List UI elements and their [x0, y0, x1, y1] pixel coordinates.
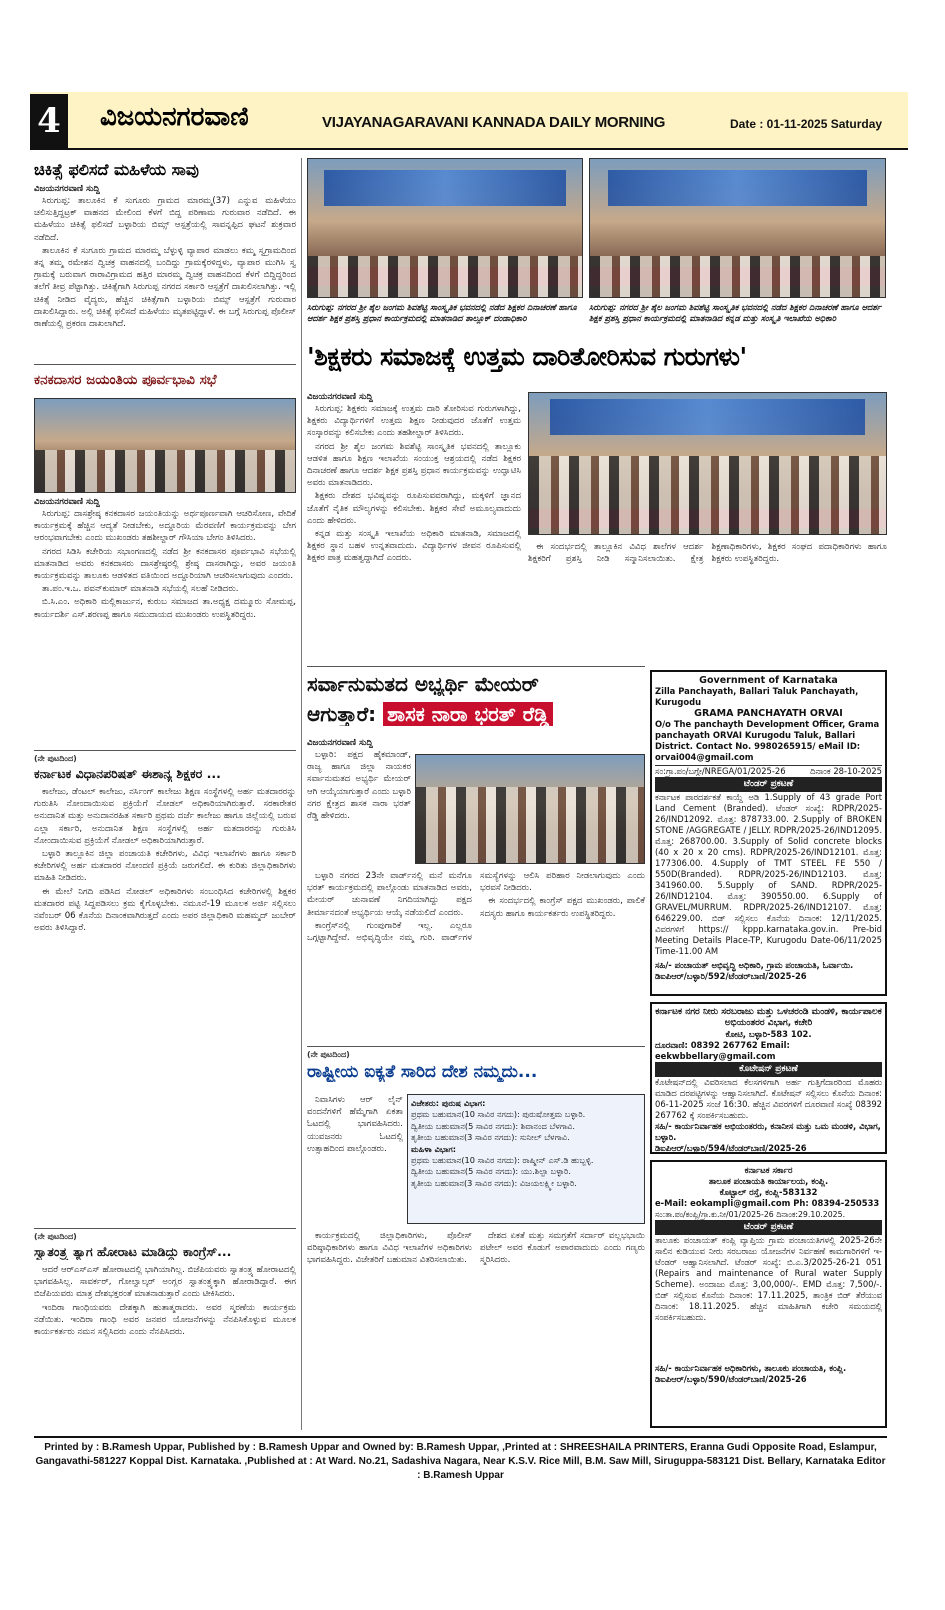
article-death-headline: ಚಿಕಿತ್ಸೆ ಫಲಿಸದೆ ಮಹಿಳೆಯ ಸಾವು — [34, 160, 199, 179]
mayor-story-body-2 — [307, 870, 645, 1040]
notice-place: ಕೋಟಿ, ಬಳ್ಳಾರಿ-583 102. — [725, 1029, 812, 1039]
paragraph: ಕಾರ್ಯಕ್ರಮದಲ್ಲಿ ಜಿಲ್ಲಾಧಿಕಾರಿಗಳು, ಪೊಲೀಸ್ ವರಿಷ್ಠಾಧಿಕಾರಿಗಳು ಹಾಗೂ ವಿವಿಧ ಇಲಾಖೆಗಳ ಅಧಿಕಾರಿಗಳು ಭಾಗವಹಿಸಿದ್ದರು. ವಿಜೇತರಿಗೆ ಬಹುಮಾನ ವಿತರಿಸಲಾಯಿತು. — [307, 1231, 472, 1266]
article-death — [34, 184, 296, 363]
notice-phone: ದೂರವಾಣಿ: 08392 267762 Email: eekwbbellary@gmail.com — [655, 1040, 790, 1061]
results-box — [407, 1094, 645, 1224]
unity-headline: ರಾಷ್ಟ್ರೀಯ ಐಕ್ಯತೆ ಸಾರಿದ ದೇಶ ನಮ್ಮದು... — [307, 1062, 538, 1082]
byline: ವಿಜಯನಗರವಾಣಿ ಸುದ್ದಿ — [34, 184, 100, 194]
article-death-body — [34, 195, 296, 363]
unity-body-1 — [307, 1094, 403, 1224]
article-freedom-body — [34, 1264, 296, 1426]
unity-body-2 — [307, 1230, 645, 1426]
result-line: ತೃತೀಯ ಬಹುಮಾನ(3 ಸಾವಿರ ನಗದು): ಸುನೀಲ್ ಬೆಳಗಾವಿ. — [411, 1132, 570, 1143]
paragraph: ಈ ಸಂದರ್ಭದಲ್ಲಿ ಕಾಂಗ್ರೆಸ್ ಪಕ್ಷದ ಮುಖಂಡರು, ಪಾಲಿಕೆ ಸದಸ್ಯರು ಹಾಗೂ ಕಾರ್ಯಕರ್ತರು ಉಪಸ್ಥಿತರಿದ್ದರು. — [480, 896, 645, 919]
divider — [34, 750, 296, 751]
paragraph: ತಾಲೂಕಿನ ಕೆ ಸುಗೂರು ಗ್ರಾಮದ ಮಾರಮ್ಮ ಬೆಳ್ಳುಳ್ಳಿ ವ್ಯಾಪಾರ ಮಾಡಲು ಕಮ್ಮ ಸ್ವಗ್ರಾಮದಿಂದ ತನ್ನ ತಮ್ಮ ರಮೇಶನ ದ್ವಿಚಕ್ರ ವಾಹನದಲ್ಲಿ ಬಂದಿದ್ದು ಗ್ರಾಮಕ್ಕೆರಳಿದ್ದಳು, ವ್ಯಾಪಾರ ಮುಗಿಸಿ ಸ್ವ ಗ್ರಾಮಕ್ಕೆ ಬರುವಾಗ ರಾರಾವಿಗ್ರಾಮದ ಹತ್ತಿರ ಮಾರಮ್ಮ ದ್ವಿಚಕ್ರ ವಾಹನದಿಂದ ಕೆಳಗೆ ಬಿದ್ದಿದ್ದರಿಂದ ತಲೆಗೆ ತೀವ್ರ ಪೆಟ್ಟಾಗಿತ್ತು. ಚಿಕಿತ್ಸೆಗಾಗಿ ಸಿರುಗುಪ್ಪ ನಗರದ ಸರ್ಕಾರಿ ಆಸ್ಪತ್ರೆಗೆ ದಾಖಲಿಸಲಾಗಿತ್ತು. ಇಲ್ಲಿ ಚಿಕಿತ್ಸೆ ನೀಡಿದ ವೈದ್ಯರು, ಹೆಚ್ಚಿನ ಚಿಕಿತ್ಸೆಗಾಗಿ ಬಳ್ಳಾರಿಯ ಬಿಮ್ಸ್ ಆಸ್ಪತ್ರೆಗೆ ಗುರುವಾರ ದಾಖಲಿಸಿದ್ದಾರು. ಅಲ್ಲಿ ಚಿಕಿತ್ಸೆ ಫಲಿಸದೆ ಮಹಿಳೆಯು ಮೃತಪಟ್ಟಿದ್ದಾಳೆ. ಈ ಬಗ್ಗೆ ಸಿರುಗುಪ್ಪ ಪೊಲೀಸ್ ಠಾಣೆಯಲ್ಲಿ ಪ್ರಕರಣ ದಾಖಲಾಗಿದೆ. — [34, 245, 296, 330]
mayor-headline-1: ಸರ್ವಾನುಮತದ ಅಭ್ಯರ್ಥಿ ಮೇಯರ್ — [307, 672, 539, 696]
mayor-headline-2 — [307, 702, 645, 726]
paragraph: ಕಾಂಗ್ರೆಸ್‌ನಲ್ಲಿ ಗುಂಪುಗಾರಿಕೆ ಇಲ್ಲ. ಎಲ್ಲರೂ ಒಗ್ಗಟ್ಟಾಗಿದ್ದೇವೆ. ಅಭಿವೃದ್ಧಿಯೇ ನಮ್ಮ ಗುರಿ. ವಾರ್ಡ್‌ಗಳ ಸಮಸ್ಯೆಗಳನ್ನು ಆಲಿಸಿ ಪರಿಹಾರ ನೀಡಲಾಗುವುದು ಎಂದು ಭರವಸೆ ನೀಡಿದರು. — [307, 871, 645, 944]
continued-label: (ನೇ ಪುಟದಿಂದ) — [34, 754, 77, 763]
notice-body: ತಾಲೂಕು ಪಂಚಾಯತ್ ಕಂಪ್ಲಿ ವ್ಯಾಪ್ತಿಯ ಗ್ರಾಮ ಪಂಚಾಯತಿಗಳಲ್ಲಿ 2025-26ನೇ ಸಾಲಿನ ಕುಡಿಯುವ ನೀರು ಸರಬರಾಜು ಯೋಜನೆಗಳ ನಿರ್ವಹಣೆ ಕಾಮಗಾರಿಗಳಿಗೆ ಇ-ಟೆಂಡರ್ ಆಹ್ವಾನಿಸಲಾಗಿದೆ. ಟೆಂಡರ್ ಸಂಖ್ಯೆ: ಬಿ.ಎ.3/2025-26-21 051 (Repairs and maintenance of Rural water Supply Scheme). ಅಂದಾಜು ಮೊತ್ತ: 3,00,000/-. EMD ಮೊತ್ತ: 7,500/-. ಬಿಡ್ ಸಲ್ಲಿಸುವ ಕೊನೆಯ ದಿನಾಂಕ: 17.11.2025, ತಾಂತ್ರಿಕ ಬಿಡ್ ತೆರೆಯುವ ದಿನಾಂಕ: 18.11.2025. ಹೆಚ್ಚಿನ ಮಾಹಿತಿಗಾಗಿ ಕಚೇರಿ ಸಮಯದಲ್ಲಿ ಸಂಪರ್ಕಿಸಬಹುದು. — [655, 1235, 882, 1322]
notice-sign: ಸಹಿ/- ಕಾರ್ಯನಿರ್ವಾಹಕ ಅಭಿಯಂತರರು, ಕನಾನೀಸ ಮತ್ತು ಒಮ ಮಂಡಳಿ, ವಿಭಾಗ, ಬಳ್ಳಾರಿ. — [655, 1121, 881, 1142]
article-council-body — [34, 786, 296, 1222]
notice-label: ಕೊಟೇಷನ್ ಪ್ರಕಟಣೆ — [655, 1062, 882, 1077]
paragraph: ಬಿ.ಸಿ.ಎಂ. ಅಧಿಕಾರಿ ಮಲ್ಲಿಕಾರ್ಜುನ, ಕುರುಬ ಸಮಾಜದ ತಾ.ಅಧ್ಯಕ್ಷ ದಮ್ಮೂರು ಸೋಮಪ್ಪ, ಕಾರ್ಯದರ್ಶಿ ಎಸ್.ಶರಣಪ್ಪ ಹಾಗೂ ಸಮುದಾಯದ ಮುಖಂಡರು ಉಪಸ್ಥಿತರಿದ್ದರು. — [34, 597, 296, 620]
masthead-date: Date : 01-11-2025 Saturday — [730, 117, 883, 131]
main-story-body-1 — [307, 403, 521, 651]
continued-label: (ನೇ ಪುಟದಿಂದ) — [307, 1050, 350, 1059]
paragraph: ನಗರದ ಸಿಡಿಸಿ ಕಚೇರಿಯ ಸಭಾಂಗಣದಲ್ಲಿ ನಡೆದ ಶ್ರೀ ಕನಕದಾಸರ ಪೂರ್ವಭಾವಿ ಸಭೆಯಲ್ಲಿ ಮಾತನಾಡಿದ ಅವರು ಕನಕದಾಸರು ದಾಸಶ್ರೇಷ್ಠರಲ್ಲಿ ಶ್ರೇಷ್ಠ ದಾಸರಾಗಿದ್ದು, ಅವರ ಜಯಂತಿ ಕಾರ್ಯಕ್ರಮವನ್ನು ತಾಲೂಕು ಆಡಳಿತದ ವತಿಯಿಂದ ಅದ್ದೂರಿಯಾಗಿ ಆಚರಿಸಲಾಗುವುದು ಎಂದರು. — [34, 546, 296, 582]
notice-body: ಕರ್ನಾಟಕ ಪಾರದರ್ಶಕತೆ ಕಾಯ್ದೆ ಅಡಿ 1.Supply of 43 grade Port Land Cement (Branded). ಟೆಂಡರ್ ಸಂಖ್ಯೆ: RDPR/2025-26/IND12092. ಮೊತ್ತ: 878733.00. 2.Supply of BROKEN STONE /AGGREGATE / JELLY. RDPR/2025-26/IND12095. ಮೊತ್ತ: 268700.00. 3.Supply of Solid concrete blocks (40 x 20 x 20 cms). RDPR/2025-26/IND12101. ಮೊತ್ತ: 177306.00. 4.Supply of TMT STEEL FE 550 / 550D(Branded). RDPR/2025-26/IND12103. ಮೊತ್ತ: 341960.00. 5.Supply of SAND. RDPR/2025-26/IND12104. ಮೊತ್ತ: 390550.00. 6.Supply of GRAVEL/MURRUM. RDPR/2025-26/IND12107. ಮೊತ್ತ: 646229.00. ಬಿಡ್ ಸಲ್ಲಿಸಲು ಕೊನೆಯ ದಿನಾಂಕ: 12/11/2025. ವಿವರಗಳಿಗೆ https:// kppp.karnataka.gov.in. Pre-bid Meeting Details Place-TP, Kurugodu Date-06/11/2025 Time-11.00 AM — [655, 792, 882, 956]
byline: ವಿಜಯನಗರವಾಣಿ ಸುದ್ದಿ — [307, 392, 373, 402]
divider — [307, 666, 645, 667]
divider — [34, 1228, 296, 1229]
masthead-title-english: VIJAYANAGARAVANI KANNADA DAILY MORNING — [322, 114, 666, 131]
main-story — [307, 392, 521, 651]
notice-ref: ಸಂ:ಗ್ರಾ.ಪಂ/ಬಗ್ಗೇ/NREGA/01/2025-26 — [655, 766, 786, 776]
notice-sign: ಸಹಿ/- ಪಂಚಾಯತ್ ಅಭಿವೃದ್ಧಿ ಅಧಿಕಾರಿ, ಗ್ರಾಮ ಪಂಚಾಯತಿ, ಓರ್ವಾಯಿ. — [655, 960, 854, 970]
paragraph: ಆದರೆ ಆರ್‌ಎಸ್‌ಎಸ್ ಹೋರಾಟದಲ್ಲಿ ಭಾಗಿಯಾಗಿಲ್ಲ. ಬಿಜೆಪಿಯವರು ಸ್ವಾತಂತ್ರ್ಯ ಹೋರಾಟದಲ್ಲಿ ಭಾಗವಹಿಸಿಲ್ಲ. ಸಾವರ್ಕರ್, ಗೋಲ್ವಾಲ್ಕರ್ ಅಂಗ್ಲರ ಸ್ವಾತಂತ್ರ್ಯಕ್ಕಾಗಿ ಹೋರಾಡಿದ್ದಾರೆ. ಈಗ ಬಿಜೆಪಿಯವರು ಮಾತ್ರ ದೇಶಭಕ್ತರಂತೆ ಮಾತನಾಡುತ್ತಾರೆ ಎಂದು ಟೀಕಿಸಿದರು. — [34, 1265, 296, 1300]
teachers-day-photo-right — [589, 158, 886, 298]
article-freedom-headline: ಸ್ವಾತಂತ್ರ್ಯ ತ್ಯಾಗ ಹೋರಾಟ ಮಾಡಿದ್ದು ಕಾಂಗ್ರೆಸ್... — [34, 1244, 232, 1259]
page-number: 4 — [30, 94, 68, 148]
main-headline: 'ಶಿಕ್ಷಕರು ಸಮಾಜಕ್ಕೆ ಉತ್ತಮ ದಾರಿತೋರಿಸುವ ಗುರುಗಳು' — [307, 342, 747, 371]
notice-ref: ಸಂ:ತಾ.ಪಂ/ಕಂಪ್ಲಿ/ಗ್ರಾ.ಕು.ನೀ/01/2025-26 ದಿನಾಂಕ:29.10.2025. — [655, 1210, 846, 1219]
article-kanaka-body — [34, 508, 296, 746]
notice-place: ಕೊಟ್ಟಾಲ್ ರಸ್ತೆ, ಕಂಪ್ಲಿ-583132 — [719, 1187, 818, 1197]
notice-body: ಕೊಟೇಷನ್‌ದಲ್ಲಿ ವಿವರಿಸಲಾದ ಕೆಲಸಗಳಿಗಾಗಿ ಅರ್ಹ ಗುತ್ತಿಗೆದಾರರಿಂದ ಮೊಹರು ಮಾಡಿದ ದರಪಟ್ಟಿಗಳನ್ನು ಆಹ್ವಾನಿಸಲಾಗಿದೆ. ಕೊಟೇಷನ್ ಸಲ್ಲಿಸಲು ಕೊನೆಯ ದಿನಾಂಕ: 06-11-2025 ಸಂಜೆ 16:30. ಹೆಚ್ಚಿನ ವಿವರಗಳಿಗೆ ದೂರವಾಣಿ ಸಂಖ್ಯೆ 08392 267762 ಕ್ಕೆ ಸಂಪರ್ಕಿಸಬಹುದು. — [655, 1077, 882, 1120]
notice-office: ತಾಲೂಕ ಪಂಚಾಯತಿ ಕಾರ್ಯಾಲಯ, ಕಂಪ್ಲಿ. — [708, 1176, 829, 1186]
masthead — [30, 92, 908, 150]
notice-gp: GRAMA PANCHAYATH ORVAI — [694, 708, 843, 719]
notice-contact: e-Mail: eokampli@gmail.com Ph: 08394-250533 — [655, 1198, 880, 1208]
main-story-body-2 — [528, 541, 887, 661]
result-line: ದ್ವಿತೀಯ ಬಹುಮಾನ(5 ಸಾವಿರ ನಗದು): ಯು.ಶಿಲ್ಪಾ ಬಳ್ಳಾರಿ. — [411, 1166, 571, 1177]
paragraph: ಸಿರುಗುಪ್ಪ: ದಾಸಶ್ರೇಷ್ಠ ಕನಕದಾಸರ ಜಯಂತಿಯನ್ನು ಅರ್ಥಪೂರ್ಣವಾಗಿ ಆಚರಿಸೋಣ, ವೇದಿಕೆ ಕಾರ್ಯಕ್ರಮಕ್ಕೆ ಹೆಚ್ಚಿನ ಆದ್ಯತೆ ನೀಡಬೇಕು, ಅದ್ದೂರಿಯ ಮೆರವಣಿಗೆ ಕಾರ್ಯಕ್ರಮವನ್ನು ಬೇಗ ಆರಂಭವಾಗಬೇಕು ಎಂದು ಮುಖಂಡರು ತಹಶೀಲ್ದಾರ್ ಗೌಸಿಯಾ ಬೇಗಂ ತಿಳಿಸಿದರು. — [34, 509, 296, 544]
masthead-title-kannada: ವಿಜಯನಗರವಾಣಿ — [100, 102, 249, 132]
lamp-lighting-photo — [528, 392, 887, 535]
paragraph: ಕನ್ನಡ ಮತ್ತು ಸಂಸ್ಕೃತಿ ಇಲಾಖೆಯ ಅಧಿಕಾರಿ ಮಾತನಾಡಿ, ಸಮಾಜದಲ್ಲಿ ಶಿಕ್ಷಕರ ಸ್ಥಾನ ಬಹಳ ಉನ್ನತವಾದುದು. ವಿದ್ಯಾರ್ಥಿಗಳ ಜೀವನ ರೂಪಿಸುವಲ್ಲಿ ಶಿಕ್ಷಕರ ಪಾತ್ರ ಮಹತ್ವದ್ದಾಗಿದೆ ಎಂದರು. — [307, 529, 521, 564]
notice-date: ದಿನಾಂಕ 28-10-2025 — [810, 766, 882, 776]
results-women-title: ಮಹಿಳಾ ವಿಭಾಗ: — [411, 1143, 457, 1154]
article-kanaka — [34, 497, 296, 746]
imprint: Printed by : B.Ramesh Uppar, Published by : B.Ramesh Uppar and Owned by: B.Ramesh Uppar, ,Printed at : SHREESHAILA PRINTERS, Eranna Gudi Opposite Road, Eslampur, Gangavathi-581227 Koppal Dist. Karnataka. ,Published at : At Ward. No.21, Sadashiva Nagara, Near K.S.V. Rice Mill, B.M. Saw Mill, Siruguppa-583121 Dist. Bellary, Karnataka Editor : B.Ramesh Uppar — [34, 1436, 887, 1483]
result-line: ಪ್ರಥಮ ಬಹುಮಾನ(10 ಸಾವಿರ ನಗದು): ರಾಷ್ಮೀನ್ ಎಸ್.ಡಿ ಹುಬ್ಬಳ್ಳಿ. — [411, 1155, 594, 1166]
notice-office: Zilla Panchayath, Ballari Taluk Panchayath, Kurugodu — [655, 686, 859, 707]
notice-sign: ಸಹಿ/- ಕಾರ್ಯನಿರ್ವಾಹಕ ಅಧಿಕಾರಿಗಳು, ತಾಲೂಕು ಪಂಚಾಯತಿ, ಕಂಪ್ಲಿ. — [655, 1363, 847, 1373]
paragraph: ಸಿರುಗುಪ್ಪ: ಶಿಕ್ಷಕರು ಸಮಾಜಕ್ಕೆ ಉತ್ತಮ ದಾರಿ ತೋರಿಸುವ ಗುರುಗಳಾಗಿದ್ದು, ಶಿಕ್ಷಕರು ವಿದ್ಯಾರ್ಥಿಗಳಿಗೆ ಉತ್ತಮ ಶಿಕ್ಷಣ ನೀಡುವುದರ ಜೊತೆಗೆ ಉತ್ತಮ ಸಂಸ್ಕಾರವನ್ನು ಕಲಿಸಬೇಕು ಎಂದು ತಹಶೀಲ್ದಾರ್ ತಿಳಿಸಿದರು. — [307, 404, 521, 439]
paragraph: ಬಳ್ಳಾರಿ: ಪಕ್ಷದ ಹೈಕಮಾಂಡ್, ರಾಜ್ಯ ಹಾಗೂ ಜಿಲ್ಲಾ ನಾಯಕರ ಸರ್ವಾನುಮತದ ಅಭ್ಯರ್ಥಿ ಮೇಯರ್ ಆಗಿ ಆಯ್ಕೆಯಾಗುತ್ತಾರೆ ಎಂದು ಬಳ್ಳಾರಿ ನಗರ ಕ್ಷೇತ್ರದ ಶಾಸಕ ನಾರಾ ಭರತ್ ರೆಡ್ಡಿ ಹೇಳಿದರು. — [307, 750, 411, 822]
tender-notice-orvai — [650, 670, 887, 996]
mla-photo — [415, 754, 645, 864]
notice-footer: ಡಿಐಪಿಆರ್/ಬಳ್ಳಾರಿ/594/ಟೆಂಡರ್‌ಬಾಣಿ/2025-26 — [655, 1143, 807, 1153]
notice-label: ಟೆಂಡರ್ ಪ್ರಕಟಣೆ — [655, 1220, 882, 1235]
mayor-headline-2a: ಆಗುತ್ತಾರೆ: — [307, 702, 384, 726]
meeting-photo — [34, 398, 296, 493]
continued-label: (ನೇ ಪುಟದಿಂದ) — [34, 1232, 77, 1241]
divider — [307, 1046, 645, 1047]
tender-notice-kampli — [650, 1160, 887, 1428]
teachers-day-photo-left — [307, 158, 583, 298]
paragraph: ತಾ.ಪಂ.ಇ.ಒ. ಪವನ್‌ಕುಮಾರ್ ಮಾತನಾಡಿ ಸಭೆಯಲ್ಲಿ ಸಲಹೆ ನೀಡಿದರು. — [42, 584, 239, 595]
notice-gov: ಕರ್ನಾಟಕ ಸರ್ಕಾರ — [744, 1165, 793, 1175]
paragraph: ಈ ಮೇಲೆ ನಿಗದಿ ಪಡಿಸಿದ ನೋಡಲ್ ಅಧಿಕಾರಿಗಳು ಸಂಬಂಧಿಸಿದ ಕಚೇರಿಗಳಲ್ಲಿ ಶಿಕ್ಷಕರ ಮತದಾರರ ಪಟ್ಟಿ ಸಿದ್ದಪಡಿಸಲು ಕ್ರಮ ಕೈಗೊಳ್ಳಬೇಕು. ನಮೂನೆ-19 ಮೂಲಕ ಅರ್ಜಿ ಸಲ್ಲಿಸಲು ನವೆಂಬರ್ 06 ಕೊನೆಯ ದಿನಾಂಕವಾಗಿರುತ್ತದೆ ಎಂದು ಅಪರ ಜಿಲ್ಲಾಧಿಕಾರಿ ಮಹಮ್ಮದ್ ಜುಬೇರ್ ಅವರು ತಿಳಿಸಿದ್ದಾರೆ. — [34, 886, 296, 934]
paragraph: ಸಿರುಗುಪ್ಪ: ತಾಲೂಕಿನ ಕೆ ಸುಗೂರು ಗ್ರಾಮದ ಮಾರಮ್ಮ(37) ಎನ್ನುವ ಮಹಿಳೆಯು ಚಲಿಸುತ್ತಿದ್ದಟ್ರಕ್ ವಾಹನದ ಮೇಲಿಂದ ಕೆಳಗೆ ಬಿದ್ದ ಪರಿಣಾಮ ಗುರುವಾರ ನಡೆದಿದೆ. ಈ ಮಹಿಳೆಯು ಚಿಕಿತ್ಸೆ ಫಲಿಸದೆ ಬಳ್ಳಾರಿಯ ಬಿಮ್ಸ್ ಆಸ್ಪತ್ರೆಯಲ್ಲಿ ಸಾವನ್ನಪ್ಪಿದ ಘಟನೆ ಶುಕ್ರವಾರ ನಡೆದಿದೆ. — [34, 196, 296, 243]
mayor-story — [307, 738, 411, 891]
results-title: ವಿಜೇತರು: ಪುರುಷ ವಿಭಾಗ: — [411, 1098, 486, 1108]
result-line: ದ್ವಿತೀಯ ಬಹುಮಾನ(5 ಸಾವಿರ ನಗದು): ಶಿವಾನಂದ ಬೆಳಗಾವಿ. — [411, 1120, 576, 1131]
result-line: ಪ್ರಥಮ ಬಹುಮಾನ(10 ಸಾವಿರ ನಗದು): ಪುರುಷೋತ್ತಮ ಬಳ್ಳಾರಿ. — [411, 1109, 586, 1120]
article-council-headline: ಕರ್ನಾಟಕ ವಿಧಾನಪರಿಷತ್ ಈಶಾನ್ಯ ಶಿಕ್ಷಕರ ... — [34, 766, 221, 781]
article-kanaka-headline: ಕನಕದಾಸರ ಜಯಂತಿಯ ಪೂರ್ವಭಾವಿ ಸಭೆ — [34, 372, 217, 388]
notice-address: O/o The panchayth Development Officer, Grama panchayath ORVAI Kurugodu Taluk, Ballari District. Contact No. 9980265915/ eMail ID: orvai004@gmail.com — [655, 719, 880, 762]
paragraph: ಬಳ್ಳಾರಿ ನಗರದ 23ನೇ ವಾರ್ಡ್‌ನಲ್ಲಿ ಮನೆ ಮನೆಗೂ ಭರತ್ ಕಾರ್ಯಕ್ರಮದಲ್ಲಿ ಪಾಲ್ಗೊಂಡು ಮಾತನಾಡಿದ ಅವರು, ಮೇಯರ್ ಚುನಾವಣೆ ನಿಗದಿಯಾಗಿದ್ದು ಪಕ್ಷದ ತೀರ್ಮಾನದಂತೆ ಅಭ್ಯರ್ಥಿಯ ಆಯ್ಕೆ ನಡೆಯಲಿದೆ ಎಂದರು. — [307, 871, 472, 918]
notice-title: ಟೆಂಡರ್ ಪ್ರಕಟಣೆ — [655, 777, 882, 792]
paragraph: ನಿವಾಸಿಗಳು ಆರ್ ಲೈನ್ ವಂದನೆಗಳಿಗೆ ಹೆಮ್ಮೆಗಾಗಿ ಏಕತಾ ಓಟದಲ್ಲಿ ಭಾಗವಹಿಸಿದರು. ಯುವಜನರು ಓಟದಲ್ಲಿ ಉತ್ಸಾಹದಿಂದ ಪಾಲ್ಗೊಂಡರು. — [307, 1095, 403, 1154]
notice-footer: ಡಿಐಪಿಆರ್/ಬಳ್ಳಾರಿ/590/ಟೆಂಡರ್‌ಬಾಣಿ/2025-26 — [655, 1374, 807, 1384]
notice-gov: Government of Karnataka — [699, 675, 838, 686]
notice-title: ಕರ್ನಾಟಕ ನಗರ ನೀರು ಸರಬರಾಜು ಮತ್ತು ಒಳಚರಂಡಿ ಮಂಡಳಿ, ಕಾರ್ಯಪಾಲಕ ಅಭಿಯಂತರರ ವಿಭಾಗ, ಕಚೇರಿ — [655, 1007, 882, 1028]
photo-caption-left: ಸಿರುಗುಪ್ಪ: ನಗರದ ಶ್ರೀ ಶೈಲ ಜಂಗಮ ಶಿವಶೆಟ್ಟಿ ಸಾಂಸ್ಕೃತಿಕ ಭವನದಲ್ಲಿ ನಡೆದ ಶಿಕ್ಷಕರ ದಿನಾಚರಣೆ ಹಾಗೂ ಆದರ್ಶ ಶಿಕ್ಷಕ ಪ್ರಶಸ್ತಿ ಪ್ರಧಾನ ಕಾರ್ಯಕ್ರಮದಲ್ಲಿ ಮಾತನಾಡಿದ ತಾಲ್ಲೂಕ್ ದಂಡಾಧಿಕಾರಿ — [307, 302, 577, 323]
divider — [34, 364, 296, 365]
byline: ವಿಜಯನಗರವಾಣಿ ಸುದ್ದಿ — [34, 497, 100, 507]
result-line: ತೃತೀಯ ಬಹುಮಾನ(3 ಸಾವಿರ ನಗದು): ವಿಜಯಲಕ್ಷ್ಮೀ ಬಳ್ಳಾರಿ. — [411, 1177, 577, 1188]
paragraph: ನಗರದ ಶ್ರೀ ಶೈಲ ಜಂಗಮ ಶಿವಶೆಟ್ಟಿ ಸಾಂಸ್ಕೃತಿಕ ಭವನದಲ್ಲಿ ತಾಲ್ಲೂಕು ಆಡಳಿತ ಹಾಗೂ ಶಿಕ್ಷಣ ಇಲಾಖೆಯ ಸಂಯುಕ್ತ ಆಶ್ರಯದಲ್ಲಿ ನಡೆದ ಶಿಕ್ಷಕರ ದಿನಾಚರಣೆ ಹಾಗೂ ಆದರ್ಶ ಶಿಕ್ಷಕ ಪ್ರಶಸ್ತಿ ಪ್ರಧಾನ ಕಾರ್ಯಕ್ರಮವನ್ನು ಉದ್ಘಾಟಿಸಿ ಅವರು ಮಾತನಾಡಿದರು. — [307, 441, 521, 489]
byline: ವಿಜಯನಗರವಾಣಿ ಸುದ್ದಿ — [307, 738, 373, 748]
paragraph: ದೇಶದ ಏಕತೆ ಮತ್ತು ಸಮಗ್ರತೆಗೆ ಸರ್ದಾರ್ ವಲ್ಲಭಭಾಯಿ ಪಟೇಲ್ ಅವರ ಕೊಡುಗೆ ಅಪಾರವಾದುದು ಎಂದು ಗಣ್ಯರು ಸ್ಮರಿಸಿದರು. — [480, 1231, 645, 1266]
paragraph: ಬಳ್ಳಾರಿ ತಾಲ್ಲೂಕಿನ ಜಿಲ್ಲಾ ಪಂಚಾಯತಿ ಕಚೇರಿಗಳು, ವಿವಿಧ ಇಲಾಖೆಗಳು ಹಾಗೂ ಸರ್ಕಾರಿ ಕಚೇರಿಗಳಲ್ಲಿ ಅರ್ಹ ಮತದಾರರ ನೋಂದಣಿ ಪ್ರಕ್ರಿಯೆ ಜರುಗಲಿದೆ. ಈ ಕುರಿತು ಜಿಲ್ಲಾಧಿಕಾರಿಗಳು ಮಾಹಿತಿ ನೀಡಿದರು. — [34, 849, 296, 884]
paragraph: ಶಿಕ್ಷಕರು ದೇಶದ ಭವಿಷ್ಯವನ್ನು ರೂಪಿಸುವವರಾಗಿದ್ದು, ಮಕ್ಕಳಿಗೆ ಜ್ಞಾನದ ಜೊತೆಗೆ ನೈತಿಕ ಮೌಲ್ಯಗಳನ್ನು ಕಲಿಸಬೇಕು. ಶಿಕ್ಷಕರ ಸೇವೆ ಅಮೂಲ್ಯವಾದುದು ಎಂದು ಹೇಳಿದರು. — [307, 491, 521, 526]
mayor-headline-2b: ಶಾಸಕ ನಾರಾ ಭರತ್ ರೆಡ್ಡಿ — [383, 702, 553, 726]
paragraph: ಕಾಲೇಜು, ಡೆಂಟಲ್ ಕಾಲೇಜು, ನರ್ಸಿಂಗ್ ಕಾಲೇಜು ಶಿಕ್ಷಣ ಸಂಸ್ಥೆಗಳಲ್ಲಿ ಅರ್ಹ ಮತದಾರರನ್ನು ಗುರುತಿಸಿ ನೋಂದಾಯಿಸುವ ಪ್ರಕ್ರಿಯೆಗೆ ನೋಡಲ್ ಅಧಿಕಾರಿಯಾಗಿರುತ್ತಾರೆ. ಸರಕಾರೇತರ ಅನುದಾನಿತ ಮತ್ತು ಅನುದಾನರಹಿತ ಸರ್ಕಾರಿ ಪ್ರಥಮ ದರ್ಜೆ ಕಾಲೇಜು ಹಾಗೂ ಜಿಲ್ಲೆಯಲ್ಲಿ ಬರುವ ಎಲ್ಲಾ ಸರ್ಕಾರಿ, ಅನುದಾನಿತ ಶಿಕ್ಷಣ ಸಂಸ್ಥೆಗಳಲ್ಲಿ ಅರ್ಹ ಮತದಾರರನ್ನು ಗುರುತಿಸಿ ನೋಂದಾಯಿಸುವ ಪ್ರಕ್ರಿಯೆಗೆ ನೋಡಲ್ ಅಧಿಕಾರಿಯಾಗಿರುತ್ತಾರೆ. — [34, 787, 296, 846]
paragraph: ಈ ಸಂದರ್ಭದಲ್ಲಿ ತಾಲ್ಲೂಕಿನ ವಿವಿಧ ಶಾಲೆಗಳ ಆದರ್ಶ ಶಿಕ್ಷಕರಿಗೆ ಪ್ರಶಸ್ತಿ ನೀಡಿ ಸನ್ಮಾನಿಸಲಾಯಿತು. ಕ್ಷೇತ್ರ ಶಿಕ್ಷಣಾಧಿಕಾರಿಗಳು, ಶಿಕ್ಷಕರ ಸಂಘದ ಪದಾಧಿಕಾರಿಗಳು ಹಾಗೂ ಶಿಕ್ಷಕರು ಉಪಸ್ಥಿತರಿದ್ದರು. — [528, 542, 887, 565]
column-rule — [301, 158, 302, 1430]
quotation-notice-kuwsdb — [650, 1002, 887, 1154]
notice-footer: ಡಿಐಪಿಆರ್/ಬಳ್ಳಾರಿ/592/ಟೆಂಡರ್‌ಬಾಣಿ/2025-26 — [655, 971, 807, 981]
photo-caption-right: ಸಿರುಗುಪ್ಪ: ನಗರದ ಶ್ರೀ ಶೈಲ ಜಂಗಮ ಶಿವಶೆಟ್ಟಿ ಸಾಂಸ್ಕೃತಿಕ ಭವನದಲ್ಲಿ ನಡೆದ ಶಿಕ್ಷಕರ ದಿನಾಚರಣೆ ಹಾಗೂ ಆದರ್ಶ ಶಿಕ್ಷಕ ಪ್ರಶಸ್ತಿ ಪ್ರಧಾನ ಕಾರ್ಯಕ್ರಮದಲ್ಲಿ ಮಾತನಾಡಿದ ಕನ್ನಡ ಮತ್ತು ಸಂಸ್ಕೃತಿ ಇಲಾಖೆಯ ಅಧಿಕಾರಿ — [589, 302, 882, 323]
paragraph: ಇಂದಿರಾ ಗಾಂಧಿಯವರು ದೇಶಕ್ಕಾಗಿ ಹುತಾತ್ಮರಾದರು. ಅವರ ಸ್ಮರಣೆಯ ಕಾರ್ಯಕ್ರಮ ನಡೆಯಿತು. ಇಂದಿರಾ ಗಾಂಧಿ ಅವರ ಜನಪರ ಯೋಜನೆಗಳನ್ನು ನೆನಪಿಸಿಕೊಳ್ಳುವ ಮೂಲಕ ಕಾರ್ಯಕರ್ತರು ನಮನ ಸಲ್ಲಿಸಿದರು ಎಂದು ನೆನಪಿಸಿದರು. — [34, 1302, 296, 1338]
